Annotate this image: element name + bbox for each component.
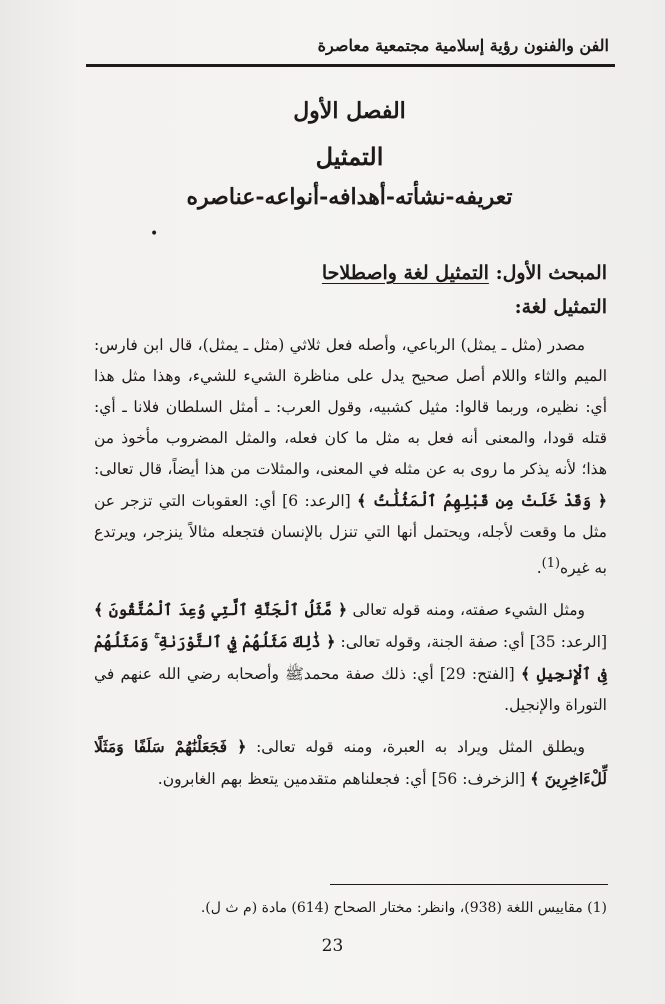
quran-verse-1: ﴿ وَقَدْ خَلَتْ مِن قَبْلِهِمُ ٱلْمَثُلَٰتُ ﴾ [357,491,607,510]
quran-verse-4: ﴿ فَجَعَلْنَٰهُمْ سَلَفًا وَمَثَلًا لِّلْءَاخِرِينَ ﴾ [94,737,607,789]
footnote-rule [330,884,608,885]
chapter-title: الفصل الأول [293,98,406,124]
paragraph-2-end: [الفتح: 29] أي: ذلك صفة محمدﷺ وأصحابه رضي الله عنهم في التوراة والإنجيل. [94,665,607,715]
paragraph-3-text: ويطلق المثل ويراد به العبرة، ومنه قوله تعالى: [256,738,585,757]
quran-verse-3: ﴿ ذَٰلِكَ مَثَلُهُمْ فِي ٱلتَّوْرَىٰةِ ۚ وَمَثَلُهُمْ فِى ٱلْإِنجِيلِ ﴾ [94,632,607,684]
paragraph-2-continuation: [الرعد: 35] أي: صفة الجنة، وقوله تعالى: [340,633,608,652]
paragraph-1 [94,330,607,584]
paragraph-1-end: . [536,559,542,578]
subheading: التمثيل لغة: [514,296,607,318]
section-title: التمثيل لغة واصطلاحا [321,262,489,284]
quran-verse-2: ﴿ مَّثَلُ ٱلْجَنَّةِ ٱلَّتِي وُعِدَ ٱلْمُتَّقُونَ ﴾ [94,600,348,620]
paragraph-1-continuation: [الرعد: 6] أي: العقوبات التي تزجر عن مثل ما وقعت لأجله، ويحتمل أنها التي تنزل بالإنسان فتجعله مثالاً ينزجر، ويرتدع به غيره [94,492,607,578]
paragraph-2-text: ومثل الشيء صفته، ومنه قوله تعالى [352,601,585,620]
footnote-ref: (1) [541,556,560,571]
paragraph-3-end: [الزخرف: 56] أي: فجعلناهم متقدمين يتعظ بهم الغابرون. [157,770,526,789]
topic-title: التمثيل [315,142,384,171]
running-head: الفن والفنون رؤية إسلامية مجتمعية معاصرة [317,36,609,55]
header-rule [86,64,615,67]
body-text [94,330,607,795]
paragraph-2 [94,594,607,721]
paragraph-3 [94,731,607,795]
decorative-dot: • [150,226,159,242]
paragraph-1-text: مصدر (مثل ـ يمثل) الرباعي، وأصله فعل ثلاثي (مثل ـ يمثل)، قال ابن فارس: الميم والثاء واللام أصل صحيح يدل على مناظرة الشيء للشيء، وهذا مثل هذا أي: نظيره، وربما قالوا: مثيل كشبيه، وقول العرب: ـ أمثل السلطان فلانا ـ أي: قتله قودا، والمعنى أنه فعل به مثل ما كان فعله، والمثل المضروب مأخوذ من هذا؛ لأنه يذكر ما روى به عن مثله في المعنى، والمثلات من هذا أيضاً، قال تعالى: [94,336,607,478]
chapter-subtitle: تعريفه-نشأته-أهدافه-أنواعه-عناصره [186,184,513,210]
footnote: (1) مقاييس اللغة (938)، وانظر: مختار الصحاح (614) مادة (م ث ل). [200,900,607,916]
section-heading [322,262,607,284]
section-prefix: المبحث الأول: [495,262,607,284]
page-number: 23 [321,936,344,956]
